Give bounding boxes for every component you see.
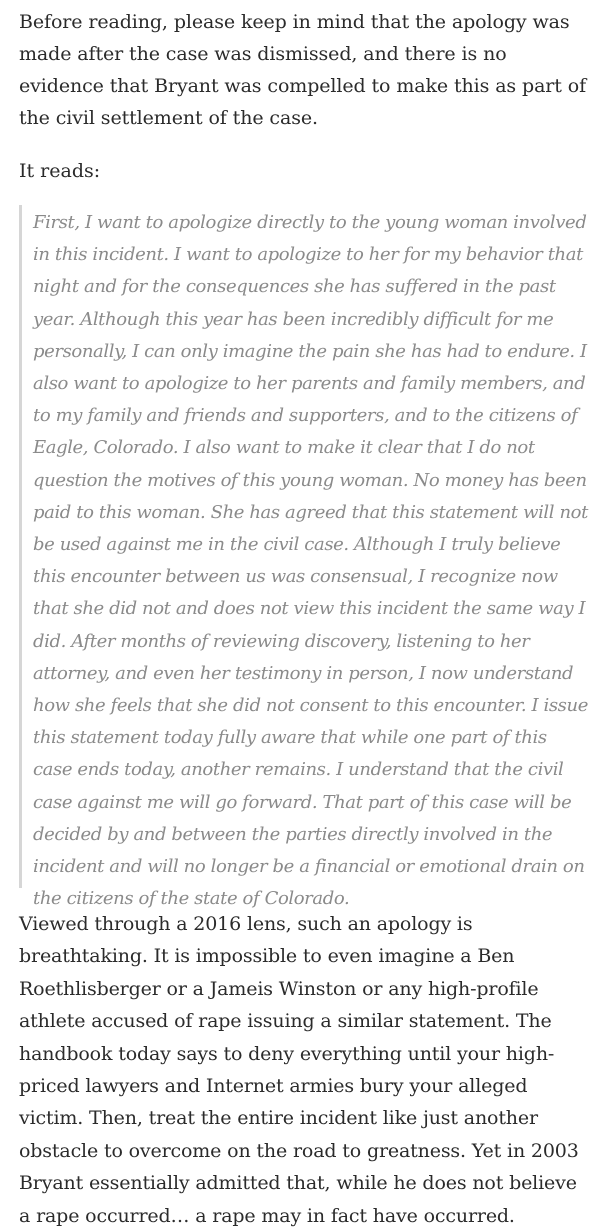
apology-blockquote (19, 205, 589, 910)
lead-in-text: It reads: (19, 160, 101, 182)
closing-paragraph: Viewed through a 2016 lens, such an apology is breathtaking. It is impossible to even imagine a Ben Roethlisberger or a Jameis Winston or any high-profile athlete accused of rape issuing a similar statement. The handbook today says to deny everything until your high-priced lawyers and Internet armies bury your alleged victim. Then, treat the entire incident like just another obstacle to overcome on the road to greatness. Yet in 2003 Bryant essentially admitted that, while he does not believe a rape occurred… a rape may in fact have occurred. (19, 913, 579, 1227)
apology-quote-text: First, I want to apologize directly to the young woman involved in this incident. I want to apologize to her for my behavior that night and for the consequences she has suffered in the past year. Although this year has been incredibly difficult for me personally, I can only imagine the pain she has had to endure. I also want to apologize to her parents and family members, and to my family and friends and supporters, and to the citizens of Eagle, Colorado. I also want to make it clear that I do not question the motives of this young woman. No money has been paid to this woman. She has agreed that this statement will not be used against me in the civil case. Although I truly believe this encounter between us was consensual, I recognize now that she did not and does not view this incident the same way I did. After months of reviewing discovery, listening to her attorney, and even her testimony in person, I now understand how she feels that she did not consent to this encounter. I issue this statement today fully aware that while one part of this case ends today, another remains. I understand that the civil case against me will go forward. That part of this case will be decided by and between the parties directly involved in the incident and will no longer be a financial or emotional drain on the citizens of the state of Colorado. (33, 212, 588, 910)
intro-paragraph: Before reading, please keep in mind that the apology was made after the case was dismissed, and there is no evidence that Bryant was compelled to make this as part of the civil settlement of the case. (19, 11, 587, 129)
